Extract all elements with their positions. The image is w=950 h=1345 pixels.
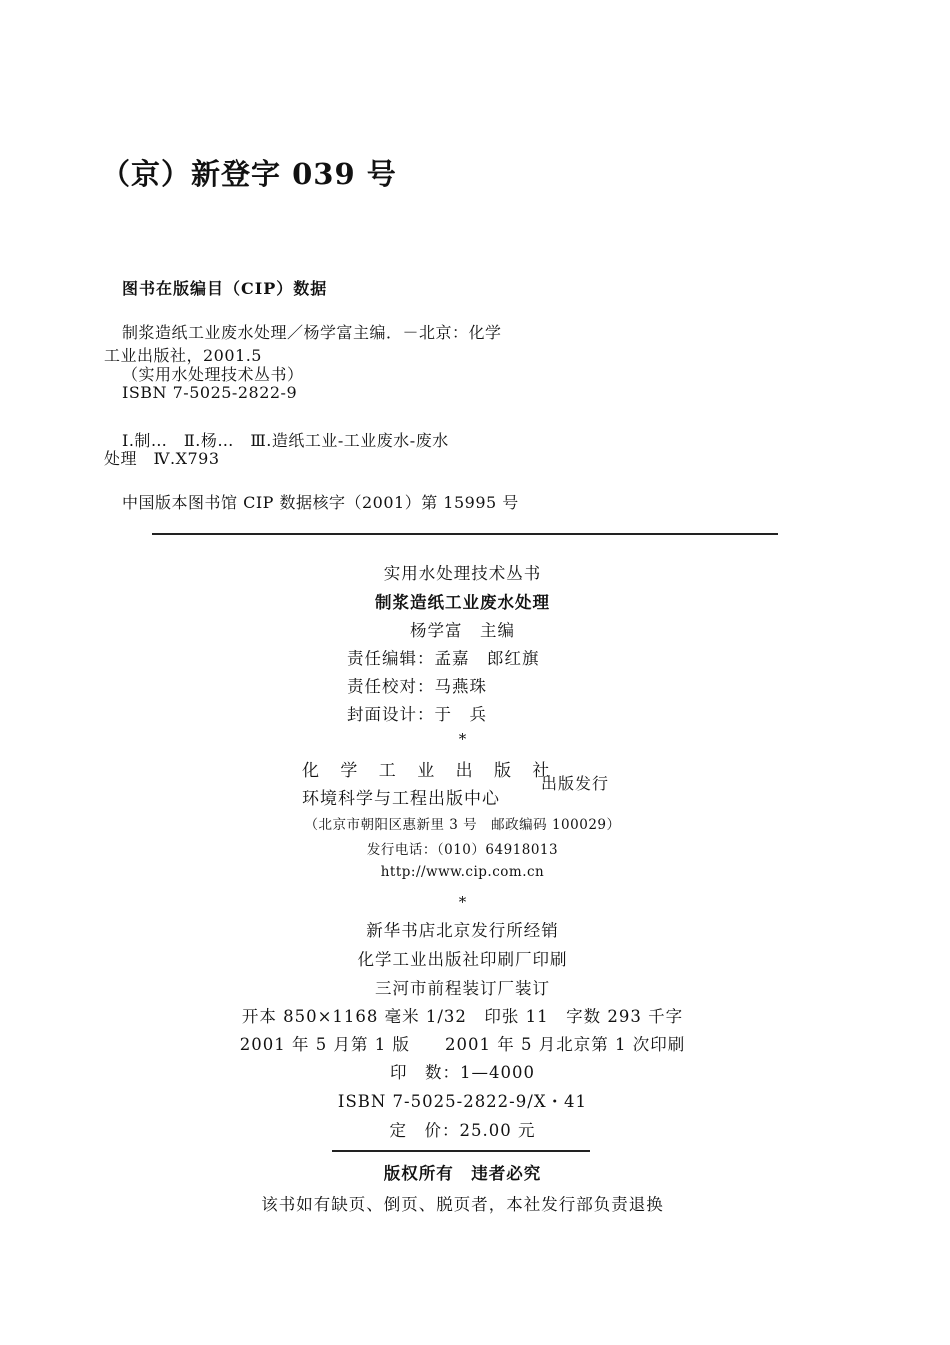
- bottom-divider: [332, 1150, 590, 1152]
- book-format: 开本 850×1168 毫米 1/32 印张 11 字数 293 千字: [241, 1007, 684, 1026]
- publisher-center: 环境科学与工程出版中心: [302, 789, 500, 809]
- registration-number: （京）新登字 039 号: [101, 157, 397, 191]
- isbn-number: ISBN 7-5025-2822-9/X・41: [337, 1092, 588, 1111]
- cip-entry-line-4: ISBN 7-5025-2822-9: [122, 383, 298, 402]
- separator-star-1: *: [458, 730, 467, 748]
- sales-phone: 发行电话：（010）64918013: [366, 842, 559, 858]
- cip-heading: 图书在版编目（CIP）数据: [122, 279, 328, 298]
- cip-entry-line-3: （实用水处理技术丛书）: [122, 365, 304, 384]
- distributor: 新华书店北京发行所经销: [366, 921, 559, 940]
- publisher-name: 化 学 工 业 出 版 社: [302, 761, 558, 781]
- separator-star-2: *: [458, 893, 467, 911]
- chief-editor: 杨学富 主编: [410, 621, 515, 640]
- website-url: http://www.cip.com.cn: [380, 864, 545, 880]
- cover-designer: 封面设计：于 兵: [347, 705, 487, 724]
- cip-core-number: 中国版本图书馆 CIP 数据核字（2001）第 15995 号: [122, 493, 519, 512]
- series-name: 实用水处理技术丛书: [383, 564, 542, 583]
- print-run: 印 数：1—4000: [390, 1063, 535, 1082]
- cip-entry-line-2: 工业出版社，2001.5: [104, 346, 262, 365]
- price: 定 价：25.00 元: [389, 1121, 536, 1140]
- cip-subject-line-1: Ⅰ.制… Ⅱ.杨… Ⅲ.造纸工业-工业废水-废水: [122, 431, 449, 450]
- edition-info: 2001 年 5 月第 1 版 2001 年 5 月北京第 1 次印刷: [239, 1035, 686, 1054]
- return-policy: 该书如有缺页、倒页、脱页者，本社发行部负责退换: [261, 1195, 664, 1214]
- cip-subject-line-2: 处理 Ⅳ.X793: [104, 449, 220, 468]
- cip-entry-line-1: 制浆造纸工业废水处理／杨学富主编．－北京：化学: [122, 323, 502, 342]
- publisher-address: （北京市朝阳区惠新里 3 号 邮政编码 100029）: [304, 817, 621, 833]
- book-title: 制浆造纸工业废水处理: [375, 593, 550, 612]
- top-divider: [152, 533, 778, 535]
- printer: 化学工业出版社印刷厂印刷: [357, 950, 568, 969]
- publish-issue-label: 出版发行: [541, 774, 610, 793]
- proofreader: 责任校对：马燕珠: [347, 677, 487, 696]
- responsible-editor: 责任编辑：孟嘉 郎红旗: [347, 649, 540, 668]
- binder: 三河市前程装订厂装订: [375, 979, 550, 998]
- copyright-notice: 版权所有 违者必究: [383, 1164, 542, 1183]
